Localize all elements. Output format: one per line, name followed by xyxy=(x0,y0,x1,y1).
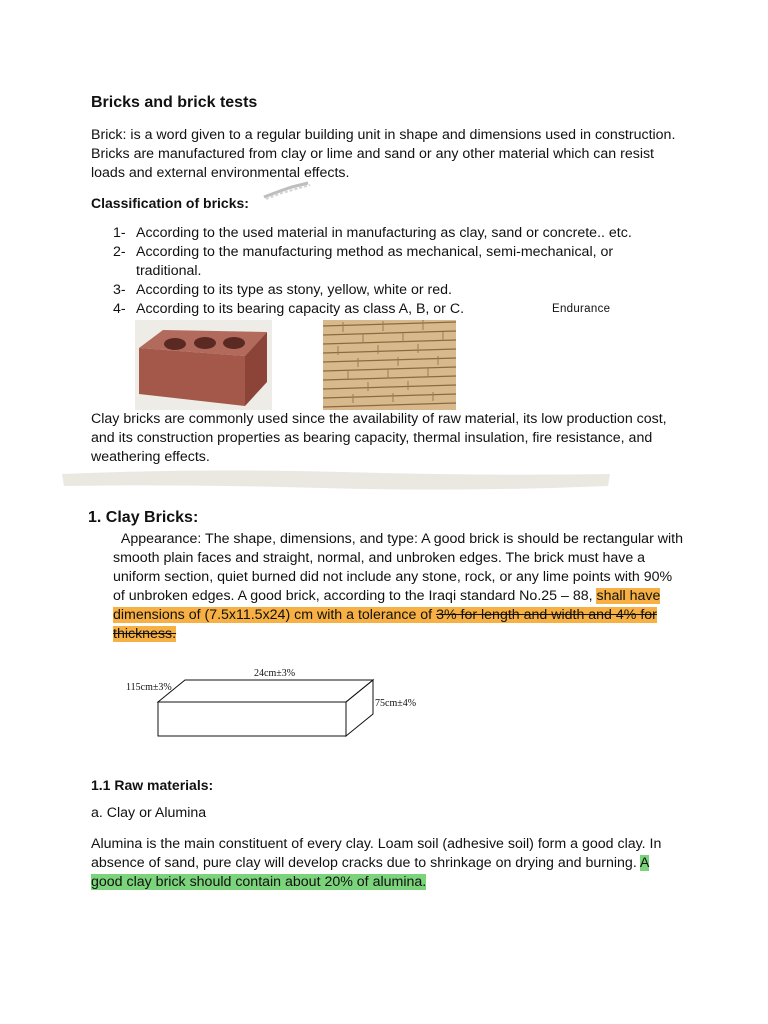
brick-dimension-diagram xyxy=(120,664,440,744)
list-text: According to its type as stony, yellow, white or red. xyxy=(136,282,452,298)
highlight-tolerance: 3% for length and width and 4% for thickness. xyxy=(113,607,657,642)
list-number: 1- xyxy=(113,225,126,241)
intro-paragraph: Brick: is a word given to a regular building unit in shape and dimensions used in construction. Bricks are manufactured from clay or lime and sand or any other material which can resist loads and external environmental effects. xyxy=(91,127,676,181)
appearance-paragraph xyxy=(113,530,685,644)
brick-wall-photo xyxy=(323,320,456,410)
list-item xyxy=(113,281,673,300)
highlight-alumina: A good clay brick should contain about 20% of alumina. xyxy=(91,855,650,890)
list-text: According to the manufacturing method as mechanical, semi-mechanical, or traditional. xyxy=(136,244,614,279)
list-number: 4- xyxy=(113,301,126,317)
list-number: 2- xyxy=(113,244,126,260)
red-brick-photo xyxy=(135,320,272,410)
clay-alumina-label: a. Clay or Alumina xyxy=(91,805,207,821)
classification-heading: Classification of bricks: xyxy=(91,195,249,211)
highlight-dimensions: shall have dimensions of (7.5x11.5x24) cm with a tolerance of xyxy=(113,588,661,623)
list-number: 3- xyxy=(113,282,126,298)
stamp-mark xyxy=(262,181,312,203)
alumina-text: Alumina is the main constituent of every clay. Loam soil (adhesive soil) form a good clay. In absence of sand, pure clay will develop cracks due to shrinkage on drying and burning. xyxy=(91,836,662,871)
diagram-width-label: 115cm±3% xyxy=(126,682,172,693)
list-text: According to its bearing capacity as class A, B, or C. xyxy=(136,301,465,317)
diagram-height-label: 75cm±4% xyxy=(375,698,417,709)
section-heading-clay-bricks: 1. Clay Bricks: xyxy=(88,509,199,526)
list-text: According to the used material in manufacturing as clay, sand or concrete.. etc. xyxy=(136,225,632,241)
scan-smear xyxy=(62,466,610,492)
diagram-length-label: 24cm±3% xyxy=(254,668,296,679)
appearance-text: Appearance: The shape, dimensions, and type: A good brick is should be rectangular with smooth plain faces and straight, normal, and unbroken edges. The brick must have a uniform section, quiet burned did not include any stone, rock, or any lime points with 90% of unbroken edges. A good brick, according to the Iraqi standard No.25 – 88, xyxy=(113,531,683,604)
list-item xyxy=(113,243,673,281)
list-item xyxy=(113,224,673,243)
page-title: Bricks and brick tests xyxy=(91,94,258,111)
clay-bricks-paragraph: Clay bricks are commonly used since the availability of raw material, its low production cost, and its construction properties as bearing capacity, thermal insulation, fire resistance, and weathering effects. xyxy=(91,411,667,465)
alumina-paragraph xyxy=(91,835,681,892)
raw-materials-heading: 1.1 Raw materials: xyxy=(91,777,214,793)
endurance-label: Endurance xyxy=(552,303,611,315)
